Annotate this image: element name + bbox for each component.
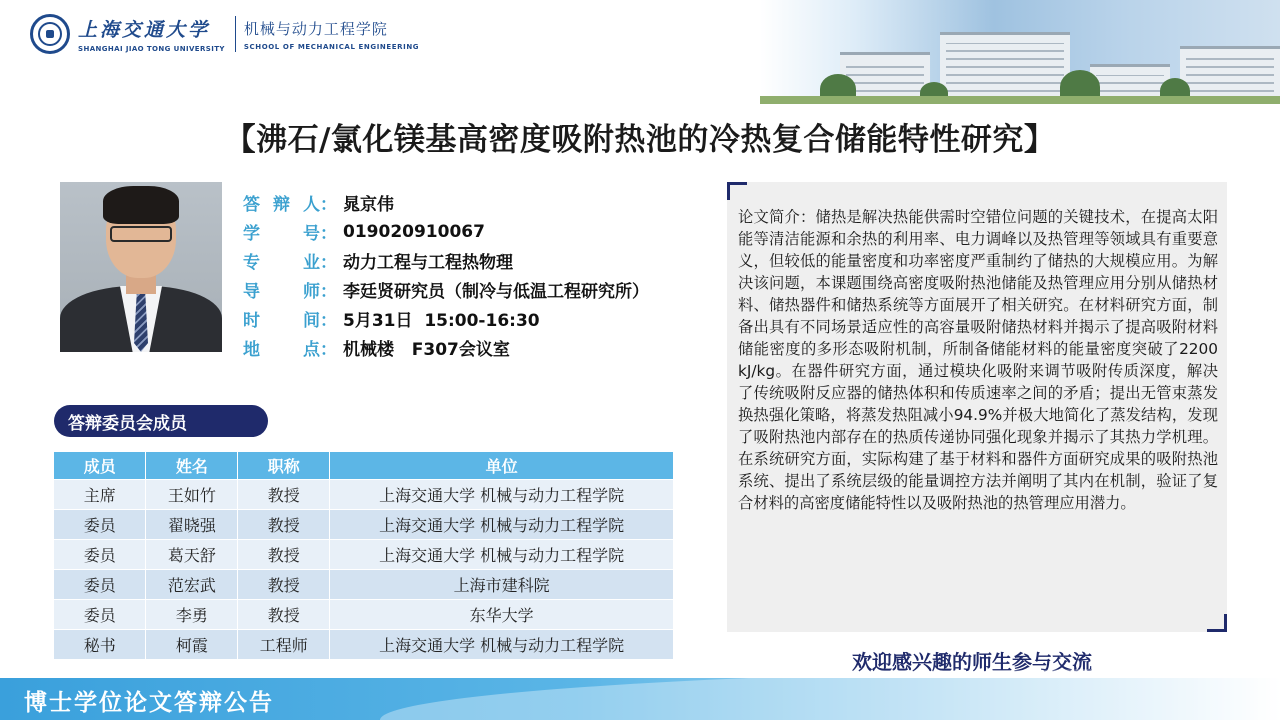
abstract-text: 论文简介：储热是解决热能供需时空错位问题的关键技术，在提高太阳能等清洁能源和余热的利用率、电力调峰以及热管理等领域具有重要意义，但较低的能量密度和功率密度严重制约了储热的大规模应用。为解决该问题，本课题围绕高密度吸附热池储能及热管理应用分别从储热材料、储热器件和储热系统等方面展开了相关研究。在材料研究方面，制备出具有不同场景适应性的高容量吸附储热材料并揭示了提高吸附材料储能密度的多形态吸附机制，所制备储能材料的能量密度突破了2200 kJ/kg。在器件研究方面，通过模块化吸附来调节吸附传质深度，解决了传统吸附反应器的储热体积和传质速率之间的矛盾；提出无管束蒸发换热强化策略，将蒸发热阻减小94.9%并极大地简化了蒸发结构，发现了吸附热池内部存在的热质传递协同强化现象并揭示了其热力学机理。在系统研究方面，实际构建了基于材料和器件方面研究成果的吸附热池系统、提出了系统层级的能量调控方法并阐明了其内在机制，验证了复合材料的高密度储能特性以及吸附热池的热管理应用潜力。 <box>738 208 1218 512</box>
thesis-title: 【沸石/氯化镁基高密度吸附热池的冷热复合储能特性研究】 <box>224 122 1056 158</box>
column-header: 姓名 <box>146 452 238 479</box>
table-cell: 李勇 <box>146 599 238 629</box>
info-row-time <box>243 304 649 333</box>
school-name-en: SCHOOL OF MECHANICAL ENGINEERING <box>243 42 420 51</box>
table-cell: 教授 <box>238 569 330 599</box>
table-cell: 委员 <box>54 599 146 629</box>
table-cell: 翟晓强 <box>146 509 238 539</box>
table-row <box>54 569 674 599</box>
info-row-student-id <box>243 217 649 246</box>
candidate-photo <box>60 182 222 352</box>
school-name-cn: 机械与动力工程学院 <box>243 19 388 38</box>
table-row <box>54 629 674 659</box>
table-cell: 教授 <box>238 599 330 629</box>
table-cell: 上海交通大学 机械与动力工程学院 <box>330 509 674 539</box>
footer-wave <box>380 668 1280 720</box>
table-cell: 葛天舒 <box>146 539 238 569</box>
info-row-candidate <box>243 188 649 217</box>
welcome-text: 欢迎感兴趣的师生参与交流 <box>852 650 1092 674</box>
candidate-name: 晁京伟 <box>343 195 394 215</box>
committee-table <box>54 452 674 659</box>
footer <box>0 678 1280 720</box>
table-cell: 委员 <box>54 569 146 599</box>
table-cell: 委员 <box>54 539 146 569</box>
table-cell: 委员 <box>54 509 146 539</box>
table-row <box>54 539 674 569</box>
university-name-cn: 上海交通大学 <box>78 19 211 41</box>
major: 动力工程与工程热物理 <box>343 253 513 273</box>
table-cell: 东华大学 <box>330 599 674 629</box>
student-id: 019020910067 <box>343 221 485 242</box>
table-cell: 上海交通大学 机械与动力工程学院 <box>330 539 674 569</box>
table-cell: 工程师 <box>238 629 330 659</box>
header <box>0 0 1280 104</box>
committee-heading: 答辩委员会成员 <box>54 405 268 437</box>
info-label: 专 业： <box>243 253 337 273</box>
abstract-panel <box>727 182 1227 632</box>
defense-info <box>243 188 649 362</box>
table-cell: 王如竹 <box>146 479 238 509</box>
table-cell: 教授 <box>238 539 330 569</box>
table-cell: 上海市建科院 <box>330 569 674 599</box>
table-cell: 柯霞 <box>146 629 238 659</box>
table-cell: 上海交通大学 机械与动力工程学院 <box>330 479 674 509</box>
column-header: 职称 <box>238 452 330 479</box>
table-row <box>54 599 674 629</box>
corner-bracket-top-left <box>727 182 747 200</box>
campus-banner-image <box>760 0 1280 104</box>
table-cell: 上海交通大学 机械与动力工程学院 <box>330 629 674 659</box>
table-cell: 主席 <box>54 479 146 509</box>
info-label: 导 师： <box>243 282 337 302</box>
table-row <box>54 509 674 539</box>
logo-divider <box>235 16 236 52</box>
table-cell: 秘书 <box>54 629 146 659</box>
advisor: 李廷贤研究员（制冷与低温工程研究所） <box>343 282 649 302</box>
footer-title: 博士学位论文答辩公告 <box>24 689 274 716</box>
info-row-major <box>243 246 649 275</box>
university-logo <box>30 14 419 54</box>
info-label: 答 辩 人： <box>243 195 337 215</box>
table-cell: 教授 <box>238 509 330 539</box>
info-label: 时 间： <box>243 311 337 331</box>
defense-location: 机械楼 F307会议室 <box>343 340 510 360</box>
university-seal-icon <box>30 14 70 54</box>
university-name-en: SHANGHAI JIAO TONG UNIVERSITY <box>78 45 225 53</box>
table-header-row <box>54 452 674 479</box>
table-cell: 范宏武 <box>146 569 238 599</box>
corner-bracket-bottom-right <box>1207 614 1227 632</box>
column-header: 单位 <box>330 452 674 479</box>
table-row <box>54 479 674 509</box>
defense-time: 5月31日 15:00-16:30 <box>343 311 540 331</box>
info-row-location <box>243 333 649 362</box>
info-row-advisor <box>243 275 649 304</box>
table-cell: 教授 <box>238 479 330 509</box>
info-label: 地 点： <box>243 340 337 360</box>
column-header: 成员 <box>54 452 146 479</box>
info-label: 学 号： <box>243 224 337 244</box>
